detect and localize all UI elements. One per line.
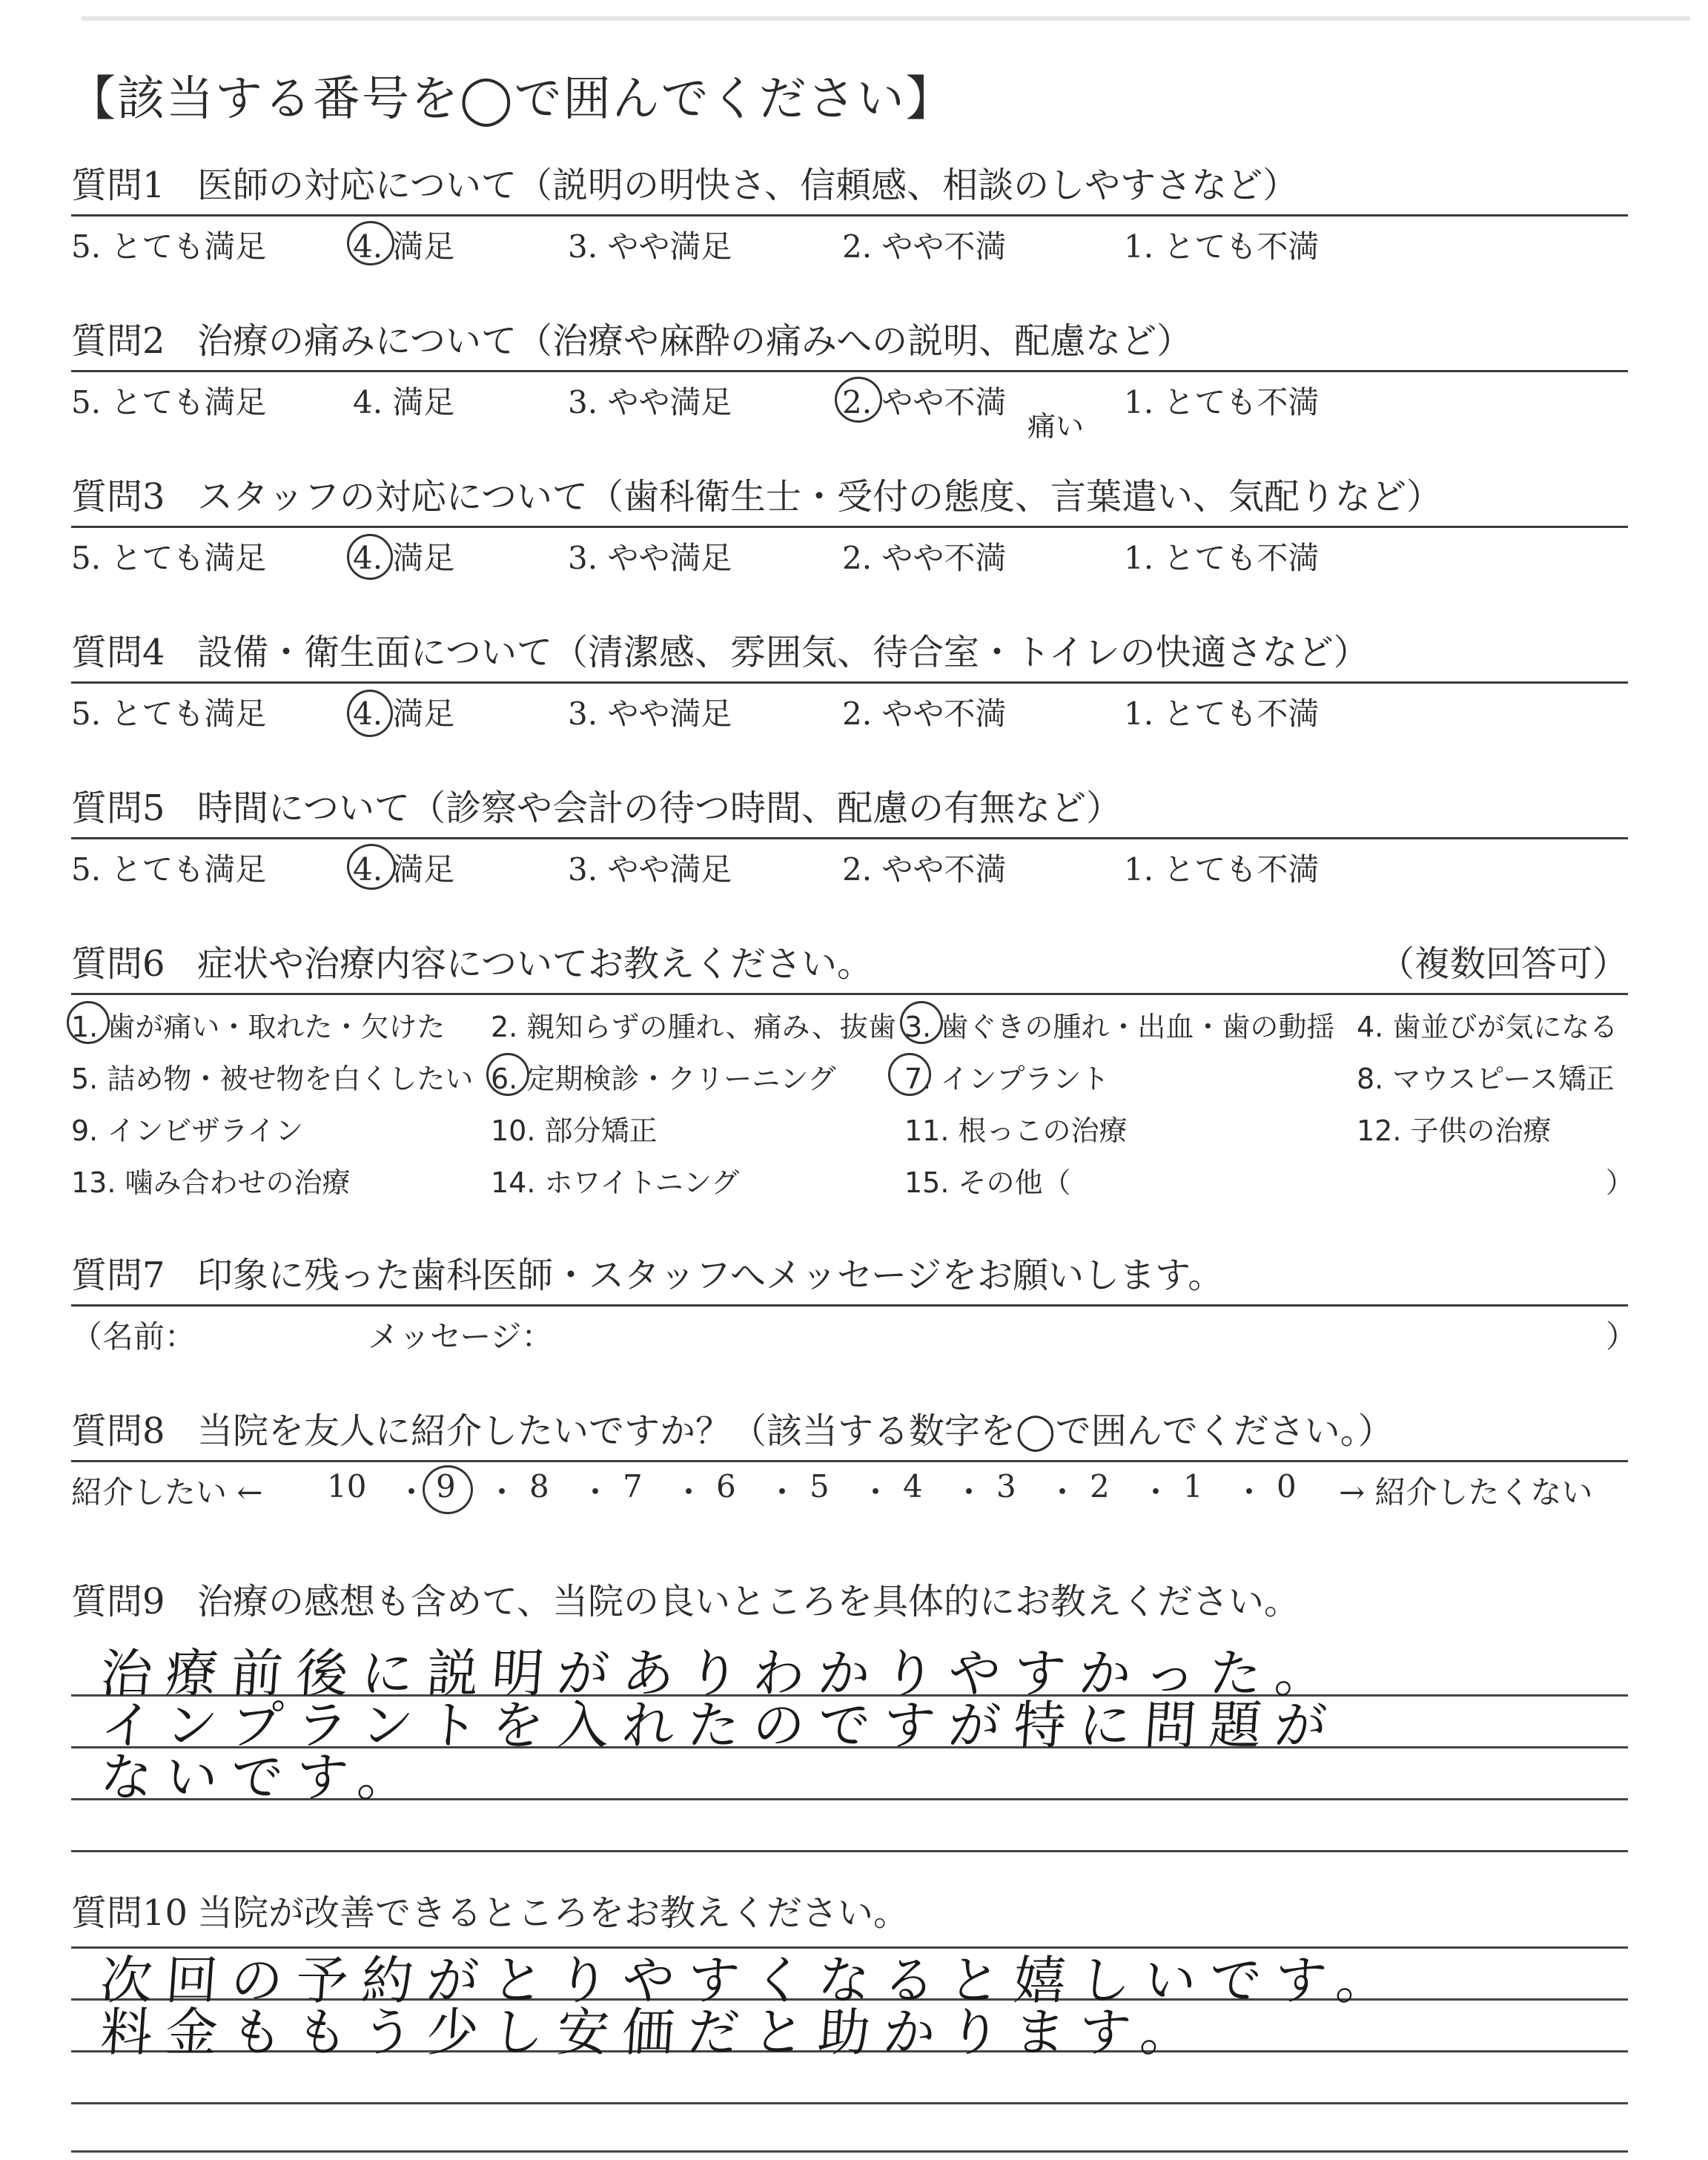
option-4[interactable]: 4. 満足 — [353, 851, 455, 888]
scale-dot: ・ — [1140, 1474, 1172, 1510]
rating-options — [71, 839, 1628, 887]
symptom-option-8[interactable]: 8. マウスピース矯正 — [1357, 1063, 1615, 1095]
scale-5[interactable]: 5 — [810, 1468, 830, 1505]
question-number: 質問10 — [71, 1892, 188, 1934]
top-border — [82, 16, 1690, 21]
selection-circle — [347, 690, 393, 737]
scale-7[interactable]: 7 — [623, 1468, 643, 1505]
selection-circle — [486, 1053, 529, 1096]
question-number: 質問7 — [71, 1255, 165, 1296]
question-1 — [71, 159, 1628, 264]
option-4[interactable]: 4. 満足 — [353, 696, 455, 732]
scale-right-label: → 紹介したくない — [1339, 1474, 1593, 1510]
message-label: メッセージ： — [368, 1318, 553, 1355]
scale-dot: ・ — [860, 1474, 892, 1510]
selection-circle — [423, 1465, 473, 1514]
question-text: 症状や治療内容についてお教えください。 — [197, 943, 873, 985]
symptom-option-6[interactable]: 6. 定期検診・クリーニング — [491, 1063, 836, 1095]
option-2[interactable]: 2. やや不満 — [842, 384, 1007, 420]
symptom-option-13[interactable]: 13. 噛み合わせの治療 — [71, 1166, 351, 1199]
option-3[interactable]: 3. やや満足 — [568, 384, 732, 420]
handwritten-answer-line-1: 治療前後に説明がありわかりやすかった。 — [98, 1643, 1343, 1704]
question-text: 当院が改善できるところをお教えください。 — [197, 1892, 910, 1934]
selection-circle — [888, 1053, 931, 1096]
question-2 — [71, 315, 1628, 443]
option-2[interactable]: 2. やや不満 — [842, 696, 1007, 732]
scale-3[interactable]: 3 — [996, 1468, 1016, 1505]
question-7 — [71, 1249, 1638, 1355]
rating-options — [71, 684, 1628, 731]
scale-1[interactable]: 1 — [1183, 1468, 1203, 1505]
scale-dot: ・ — [580, 1474, 612, 1510]
selection-circle — [67, 1001, 110, 1044]
option-4[interactable]: 4. 満足 — [353, 384, 455, 420]
question-6 — [71, 938, 1635, 1210]
selection-circle — [347, 221, 394, 265]
question-8 — [71, 1405, 1628, 1514]
answer-area[interactable] — [71, 1628, 1628, 1895]
scale-left-label: 紹介したい ← — [71, 1474, 263, 1510]
question-text: 当院を友人に紹介したいですか？（該当する数字を◯で囲んでください。） — [197, 1410, 1394, 1452]
rating-options — [71, 217, 1628, 264]
option-5[interactable]: 5. とても満足 — [71, 851, 267, 888]
handwritten-answer-line-1: 次回の予約がとりやすくなると嬉しいです。 — [98, 1950, 1403, 2011]
scale-dot: ・ — [1234, 1474, 1265, 1510]
option-5[interactable]: 5. とても満足 — [71, 384, 267, 420]
answer-line — [71, 2102, 1628, 2104]
handwritten-note: 痛い — [1027, 410, 1085, 443]
question-text: 印象に残った歯科医師・スタッフへメッセージをお願いします。 — [197, 1255, 1224, 1296]
symptom-option-7[interactable]: 7. インプラント — [904, 1063, 1110, 1095]
symptom-option-1[interactable]: 1. 歯が痛い・取れた・欠けた — [71, 1011, 446, 1043]
close-paren: ） — [1606, 1318, 1638, 1355]
option-1[interactable]: 1. とても不満 — [1124, 540, 1320, 576]
option-3[interactable]: 3. やや満足 — [568, 696, 732, 732]
handwritten-answer-line-2: 料金ももう少し安価だと助かります。 — [98, 2002, 1208, 2063]
selection-circle — [347, 844, 396, 890]
symptom-options — [71, 995, 1635, 1210]
question-text: 時間について（診察や会計の待つ時間、配慮の有無など） — [197, 787, 1122, 829]
answer-line — [71, 1850, 1628, 1852]
scale-2[interactable]: 2 — [1090, 1468, 1110, 1505]
recommend-scale — [71, 1462, 1628, 1514]
scale-9[interactable]: 9 — [436, 1468, 456, 1505]
option-2[interactable]: 2. やや不満 — [842, 851, 1007, 888]
question-text: スタッフの対応について（歯科衛生士・受付の態度、言葉遣い、気配りなど） — [197, 476, 1443, 518]
page-title: 【該当する番号を◯で囲んでください】 — [68, 72, 955, 127]
handwritten-answer-line-3: ないです。 — [98, 1747, 425, 1808]
symptom-option-3[interactable]: 3. 歯ぐきの腫れ・出血・歯の動揺 — [904, 1011, 1335, 1043]
option-2[interactable]: 2. やや不満 — [842, 228, 1007, 265]
question-number: 質問6 — [71, 943, 165, 985]
scale-6[interactable]: 6 — [716, 1468, 736, 1505]
option-5[interactable]: 5. とても満足 — [71, 540, 267, 576]
question-number: 質問9 — [71, 1581, 165, 1622]
question-number: 質問1 — [71, 165, 165, 206]
scale-dot: ・ — [673, 1474, 705, 1510]
symptom-option-15[interactable]: 15. その他（ — [904, 1166, 1071, 1199]
question-number: 質問3 — [71, 476, 165, 518]
scale-8[interactable]: 8 — [529, 1468, 549, 1505]
question-10 — [71, 1887, 1628, 2154]
option-4[interactable]: 4. 満足 — [353, 228, 455, 265]
symptom-option-4[interactable]: 4. 歯並びが気になる — [1357, 1011, 1618, 1043]
question-5 — [71, 782, 1628, 887]
message-field[interactable] — [71, 1307, 1638, 1355]
symptom-option-10[interactable]: 10. 部分矯正 — [491, 1114, 658, 1147]
question-3 — [71, 471, 1628, 575]
scale-10[interactable]: 10 — [327, 1468, 367, 1505]
name-label: （名前： — [71, 1318, 196, 1355]
question-number: 質問2 — [71, 320, 165, 362]
scale-0[interactable]: 0 — [1277, 1468, 1297, 1505]
option-1[interactable]: 1. とても不満 — [1124, 696, 1320, 732]
question-text: 医師の対応について（説明の明快さ、信頼感、相談のしやすさなど） — [197, 165, 1299, 206]
answer-line — [71, 2150, 1628, 2153]
scale-dot: ・ — [1047, 1474, 1079, 1510]
handwritten-answer-line-2: インプラントを入れたのですが特に問題が — [98, 1695, 1343, 1756]
option-1[interactable]: 1. とても不満 — [1124, 851, 1320, 888]
option-3[interactable]: 3. やや満足 — [568, 540, 732, 576]
selection-circle — [347, 534, 393, 580]
rating-options — [71, 372, 1628, 443]
question-number: 質問8 — [71, 1410, 165, 1452]
selection-circle — [900, 1001, 943, 1044]
symptom-option-9[interactable]: 9. インビザライン — [71, 1114, 304, 1147]
option-1[interactable]: 1. とても不満 — [1124, 228, 1320, 265]
option-4[interactable]: 4. 満足 — [353, 540, 455, 576]
symptom-option-5[interactable]: 5. 詰め物・被せ物を白くしたい — [71, 1063, 474, 1095]
symptom-option-11[interactable]: 11. 根っこの治療 — [904, 1114, 1128, 1147]
option-3[interactable]: 3. やや満足 — [568, 228, 732, 265]
option-5[interactable]: 5. とても満足 — [71, 228, 267, 265]
option-1[interactable]: 1. とても不満 — [1124, 384, 1320, 420]
scale-dot: ・ — [767, 1474, 798, 1510]
scale-dot: ・ — [953, 1474, 985, 1510]
question-9 — [71, 1576, 1628, 1895]
rating-options — [71, 528, 1628, 575]
question-number: 質問4 — [71, 632, 165, 673]
symptom-option-2[interactable]: 2. 親知らずの腫れ、痛み、抜歯 — [491, 1011, 896, 1043]
option-5[interactable]: 5. とても満足 — [71, 696, 267, 732]
answer-area[interactable] — [71, 1939, 1628, 2154]
scale-dot: ・ — [486, 1474, 518, 1510]
question-4 — [71, 627, 1628, 731]
question-text: 治療の痛みについて（治療や麻酔の痛みへの説明、配慮など） — [197, 320, 1193, 362]
question-text: 治療の感想も含めて、当院の良いところを具体的にお教えください。 — [197, 1581, 1300, 1622]
question-number: 質問5 — [71, 787, 165, 829]
selection-circle — [835, 377, 882, 423]
option-2[interactable]: 2. やや不満 — [842, 540, 1007, 576]
multiple-answers-note: （複数回答可） — [1378, 943, 1628, 985]
scale-4[interactable]: 4 — [903, 1468, 923, 1505]
scale-dot: ・ — [396, 1474, 428, 1510]
symptom-option-12[interactable]: 12. 子供の治療 — [1357, 1114, 1552, 1147]
option-3[interactable]: 3. やや満足 — [568, 851, 732, 888]
symptom-option-14[interactable]: 14. ホワイトニング — [491, 1166, 740, 1199]
other-close-paren: ） — [1606, 1166, 1635, 1199]
question-text: 設備・衛生面について（清潔感、雰囲気、待合室・トイレの快適さなど） — [197, 632, 1369, 673]
